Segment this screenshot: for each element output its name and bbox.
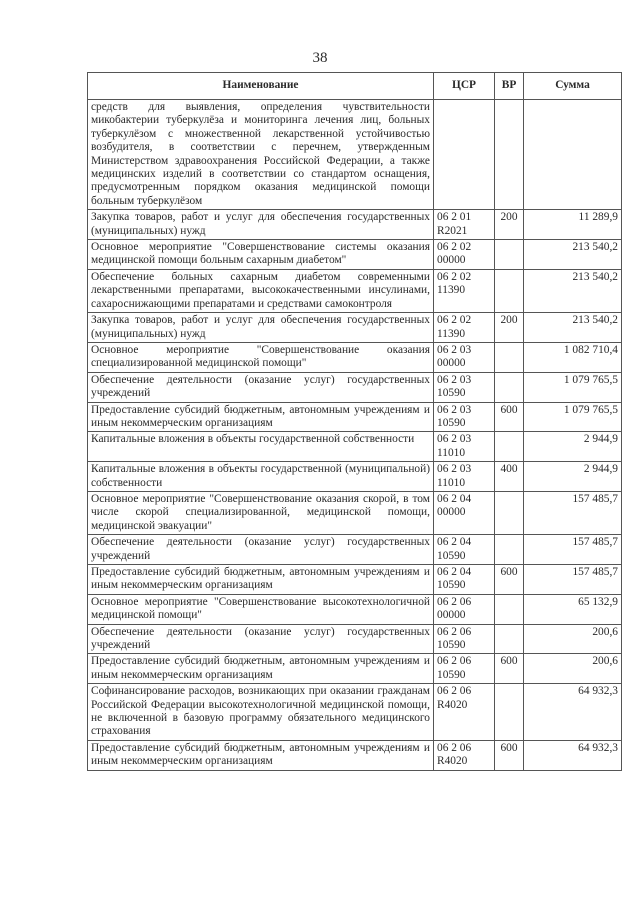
row-csr xyxy=(434,269,495,312)
row-csr-part1: 06 2 02 xyxy=(437,314,472,327)
row-vr xyxy=(495,432,524,462)
row-sum: 1 079 765,5 xyxy=(524,372,622,402)
row-name: Обеспечение деятельности (оказание услуг) государственных учреждений xyxy=(88,535,434,565)
row-name: Софинансирование расходов, возникающих при оказании гражданам Российской Федерации высокотехнологичной медицинской помощи, не включенной в базовую программу обязательного медицинского страхования xyxy=(88,684,434,741)
row-csr xyxy=(434,594,495,624)
row-csr-part2: 11390 xyxy=(437,284,466,297)
table-row xyxy=(88,462,622,492)
row-vr: 600 xyxy=(495,654,524,684)
row-csr xyxy=(434,535,495,565)
row-name: Капитальные вложения в объекты государственной (муниципальной) собственности xyxy=(88,462,434,492)
row-sum: 64 932,3 xyxy=(524,740,622,770)
row-csr-part2: 00000 xyxy=(437,506,466,519)
table-row xyxy=(88,432,622,462)
row-csr-part1: 06 2 04 xyxy=(437,492,472,505)
row-name: Обеспечение деятельности (оказание услуг) государственных учреждений xyxy=(88,624,434,654)
row-csr-part2: 10590 xyxy=(437,668,466,681)
row-csr-part2: 10590 xyxy=(437,579,466,592)
row-csr-part1: 06 2 04 xyxy=(437,566,472,578)
row-vr xyxy=(495,491,524,534)
table-row xyxy=(88,491,622,534)
row-csr-part2: R4020 xyxy=(437,755,468,768)
table-row xyxy=(88,269,622,312)
row-vr: 600 xyxy=(495,565,524,595)
row-csr xyxy=(434,624,495,654)
row-csr-part1: 06 2 06 xyxy=(437,625,472,638)
row-csr-part1: 06 2 03 xyxy=(437,343,472,356)
table-row xyxy=(88,313,622,343)
table-row xyxy=(88,624,622,654)
table-header-row xyxy=(88,73,622,100)
row-name: Основное мероприятие "Совершенствование оказания специализированной медицинской помощи" xyxy=(88,342,434,372)
row-vr xyxy=(495,240,524,270)
row-vr xyxy=(495,342,524,372)
row-name: Основное мероприятие "Совершенствование системы оказания медицинской помощи больным сахарным диабетом" xyxy=(88,240,434,270)
row-name: средств для выявления, определения чувствительности микобактерии туберкулёза и мониторинга лечения лиц, больных туберкулёзом с множественной лекарственной устойчивостью возбудителя, в соответствии с перечнем, утвержденным Министерством здравоохранения Российской Федерации, а также медицинских изделий в соответствии со стандартом оснащения, предусмотренным порядком оказания медицинской помощи больным туберкулёзом xyxy=(88,100,434,210)
table-row xyxy=(88,740,622,770)
row-name: Обеспечение деятельности (оказание услуг) государственных учреждений xyxy=(88,372,434,402)
header-vr: ВР xyxy=(495,73,524,100)
row-sum: 213 540,2 xyxy=(524,313,622,343)
row-csr-part1: 06 2 06 xyxy=(437,741,472,754)
row-name: Закупка товаров, работ и услуг для обеспечения государственных (муниципальных) нужд xyxy=(88,210,434,240)
row-csr-part1: 06 2 03 xyxy=(437,403,472,416)
row-csr xyxy=(434,432,495,462)
header-sum: Сумма xyxy=(524,73,622,100)
table-row xyxy=(88,565,622,595)
row-name: Предоставление субсидий бюджетным, автономным учреждениям и иным некоммерческим организациям xyxy=(88,654,434,684)
row-csr-part2: 11010 xyxy=(437,476,466,489)
row-vr: 200 xyxy=(495,210,524,240)
row-csr-part2: 10590 xyxy=(437,416,466,429)
row-name: Предоставление субсидий бюджетным, автономным учреждениям и иным некоммерческим организациям xyxy=(88,402,434,432)
row-sum: 213 540,2 xyxy=(524,240,622,270)
row-csr-part2: 10590 xyxy=(437,387,466,400)
row-csr xyxy=(434,240,495,270)
row-vr xyxy=(495,100,524,210)
row-csr-part2: 10590 xyxy=(437,549,466,562)
row-sum xyxy=(524,100,622,210)
row-csr-part1: 06 2 01 xyxy=(437,211,472,224)
row-vr: 200 xyxy=(495,313,524,343)
row-name: Закупка товаров, работ и услуг для обеспечения государственных (муниципальных) нужд xyxy=(88,313,434,343)
row-csr-part1: 06 2 02 xyxy=(437,270,472,283)
row-csr xyxy=(434,402,495,432)
row-csr-part1: 06 2 06 xyxy=(437,595,472,608)
row-sum: 65 132,9 xyxy=(524,594,622,624)
row-sum: 1 079 765,5 xyxy=(524,402,622,432)
row-csr xyxy=(434,491,495,534)
row-name: Предоставление субсидий бюджетным, автономным учреждениям и иным некоммерческим организациям xyxy=(88,740,434,770)
table-row xyxy=(88,535,622,565)
row-csr xyxy=(434,565,495,595)
row-name: Капитальные вложения в объекты государственной собственности xyxy=(88,432,434,462)
row-sum: 200,6 xyxy=(524,654,622,684)
row-vr xyxy=(495,624,524,654)
row-csr-part1: 06 2 04 xyxy=(437,536,472,549)
header-name: Наименование xyxy=(88,73,434,100)
page-number: 38 xyxy=(312,50,328,66)
row-name: Предоставление субсидий бюджетным, автономным учреждениям и иным некоммерческим организациям xyxy=(88,565,434,595)
row-csr-part1: 06 2 03 xyxy=(437,463,472,476)
row-csr xyxy=(434,210,495,240)
table-row xyxy=(88,594,622,624)
row-csr xyxy=(434,100,495,210)
row-vr: 600 xyxy=(495,740,524,770)
budget-table xyxy=(87,72,622,771)
table-row xyxy=(88,210,622,240)
row-name: Основное мероприятие "Совершенствование высокотехнологичной медицинской помощи" xyxy=(88,594,434,624)
row-csr-part2: 11390 xyxy=(437,327,466,340)
row-sum: 11 289,9 xyxy=(524,210,622,240)
row-sum: 2 944,9 xyxy=(524,432,622,462)
row-csr xyxy=(434,372,495,402)
row-vr xyxy=(495,269,524,312)
table-row xyxy=(88,654,622,684)
header-csr: ЦСР xyxy=(434,73,495,100)
table-row xyxy=(88,240,622,270)
row-vr xyxy=(495,594,524,624)
row-name: Обеспечение больных сахарным диабетом современными лекарственными препаратами, высококачественными инсулинами, сахароснижающими препаратами и средствами самоконтроля xyxy=(88,269,434,312)
row-sum: 64 932,3 xyxy=(524,684,622,741)
row-sum: 157 485,7 xyxy=(524,535,622,565)
row-csr-part2: R2021 xyxy=(437,224,468,237)
row-sum: 157 485,7 xyxy=(524,565,622,595)
row-csr xyxy=(434,654,495,684)
row-sum: 157 485,7 xyxy=(524,491,622,534)
row-csr xyxy=(434,462,495,492)
row-csr-part2: 00000 xyxy=(437,254,466,267)
row-csr-part2: 10590 xyxy=(437,639,466,652)
row-sum: 1 082 710,4 xyxy=(524,342,622,372)
row-name: Основное мероприятие "Совершенствование оказания скорой, в том числе скорой специализированной, медицинской помощи, медицинской эвакуации" xyxy=(88,491,434,534)
row-csr-part1: 06 2 06 xyxy=(437,685,472,698)
row-csr-part1: 06 2 06 xyxy=(437,655,472,668)
row-csr-part2: R4020 xyxy=(437,698,468,711)
table-row xyxy=(88,402,622,432)
row-csr-part1: 06 2 03 xyxy=(437,433,472,446)
row-sum: 213 540,2 xyxy=(524,269,622,312)
row-csr xyxy=(434,313,495,343)
row-vr: 600 xyxy=(495,402,524,432)
row-sum: 2 944,9 xyxy=(524,462,622,492)
row-csr-part1: 06 2 02 xyxy=(437,241,472,254)
row-vr: 400 xyxy=(495,462,524,492)
row-csr-part2: 11010 xyxy=(437,446,466,459)
row-csr xyxy=(434,740,495,770)
row-csr xyxy=(434,684,495,741)
table-row xyxy=(88,684,622,741)
row-sum: 200,6 xyxy=(524,624,622,654)
row-vr xyxy=(495,684,524,741)
row-vr xyxy=(495,372,524,402)
table-row xyxy=(88,100,622,210)
table-body xyxy=(88,100,622,771)
row-csr xyxy=(434,342,495,372)
row-csr-part2: 00000 xyxy=(437,609,466,622)
table-row xyxy=(88,372,622,402)
table-row xyxy=(88,342,622,372)
row-csr-part2: 00000 xyxy=(437,357,466,370)
row-csr-part1: 06 2 03 xyxy=(437,373,472,386)
row-vr xyxy=(495,535,524,565)
